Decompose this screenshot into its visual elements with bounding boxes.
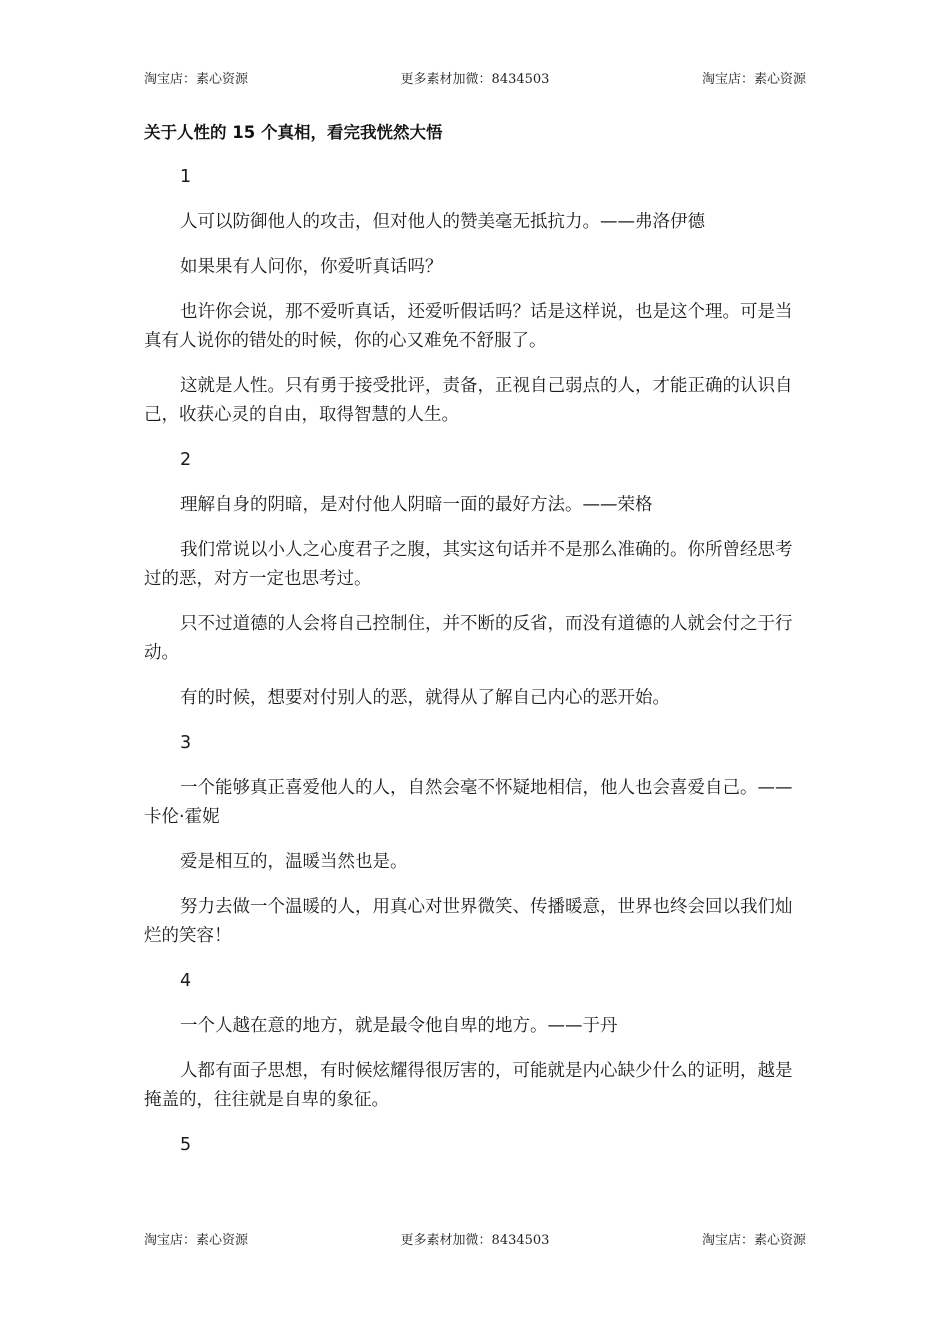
paragraph: 我们常说以小人之心度君子之腹，其实这句话并不是那么准确的。你所曾经思考过的恶，对方一定也思考过。 [144,540,793,589]
paragraph: 也许你会说，那不爱听真话，还爱听假话吗？话是这样说，也是这个理。可是当真有人说你的错处的时候，你的心又难免不舒服了。 [144,302,793,351]
article-body [144,163,806,1176]
paragraph: 理解自身的阴暗，是对付他人阴暗一面的最好方法。——荣格 [180,495,653,515]
paragraph: 这就是人性。只有勇于接受批评，责备，正视自己弱点的人，才能正确的认识自己，收获心灵的自由，取得智慧的人生。 [144,376,793,425]
header-shop-right: 淘宝店：素心资源 [701,72,806,87]
footer-shop-left: 淘宝店：素心资源 [144,1233,249,1248]
footer-contact: 更多素材加微：8434503 [400,1233,550,1248]
section-number: 1 [180,167,192,187]
paragraph: 人都有面子思想，有时候炫耀得很厉害的，可能就是内心缺少什么的证明，越是掩盖的，往往就是自卑的象征。 [144,1061,793,1110]
section-number: 2 [180,450,192,470]
paragraph: 一个人越在意的地方，就是最令他自卑的地方。——于丹 [180,1016,618,1036]
section-number: 3 [180,733,192,753]
paragraph: 人可以防御他人的攻击，但对他人的赞美毫无抵抗力。——弗洛伊德 [180,212,705,232]
paragraph: 有的时候，想要对付别人的恶，就得从了解自己内心的恶开始。 [180,688,670,708]
paragraph: 爱是相互的，温暖当然也是。 [180,852,408,872]
section-number: 5 [180,1135,192,1155]
paragraph: 一个能够真正喜爱他人的人，自然会毫不怀疑地相信，他人也会喜爱自己。——卡伦·霍妮 [144,778,793,827]
footer-shop-right: 淘宝店：素心资源 [701,1233,806,1248]
header-contact: 更多素材加微：8434503 [400,72,550,87]
section-number: 4 [180,971,192,991]
page-footer [144,1229,806,1248]
paragraph: 只不过道德的人会将自己控制住，并不断的反省，而没有道德的人就会付之于行动。 [144,614,793,663]
article-title: 关于人性的 15 个真相，看完我恍然大悟 [144,123,443,142]
paragraph: 努力去做一个温暖的人，用真心对世界微笑、传播暖意，世界也终会回以我们灿烂的笑容！ [144,897,793,946]
paragraph: 如果果有人问你，你爱听真话吗？ [180,257,443,277]
header-shop-left: 淘宝店：素心资源 [144,72,249,87]
page-header [144,68,806,87]
